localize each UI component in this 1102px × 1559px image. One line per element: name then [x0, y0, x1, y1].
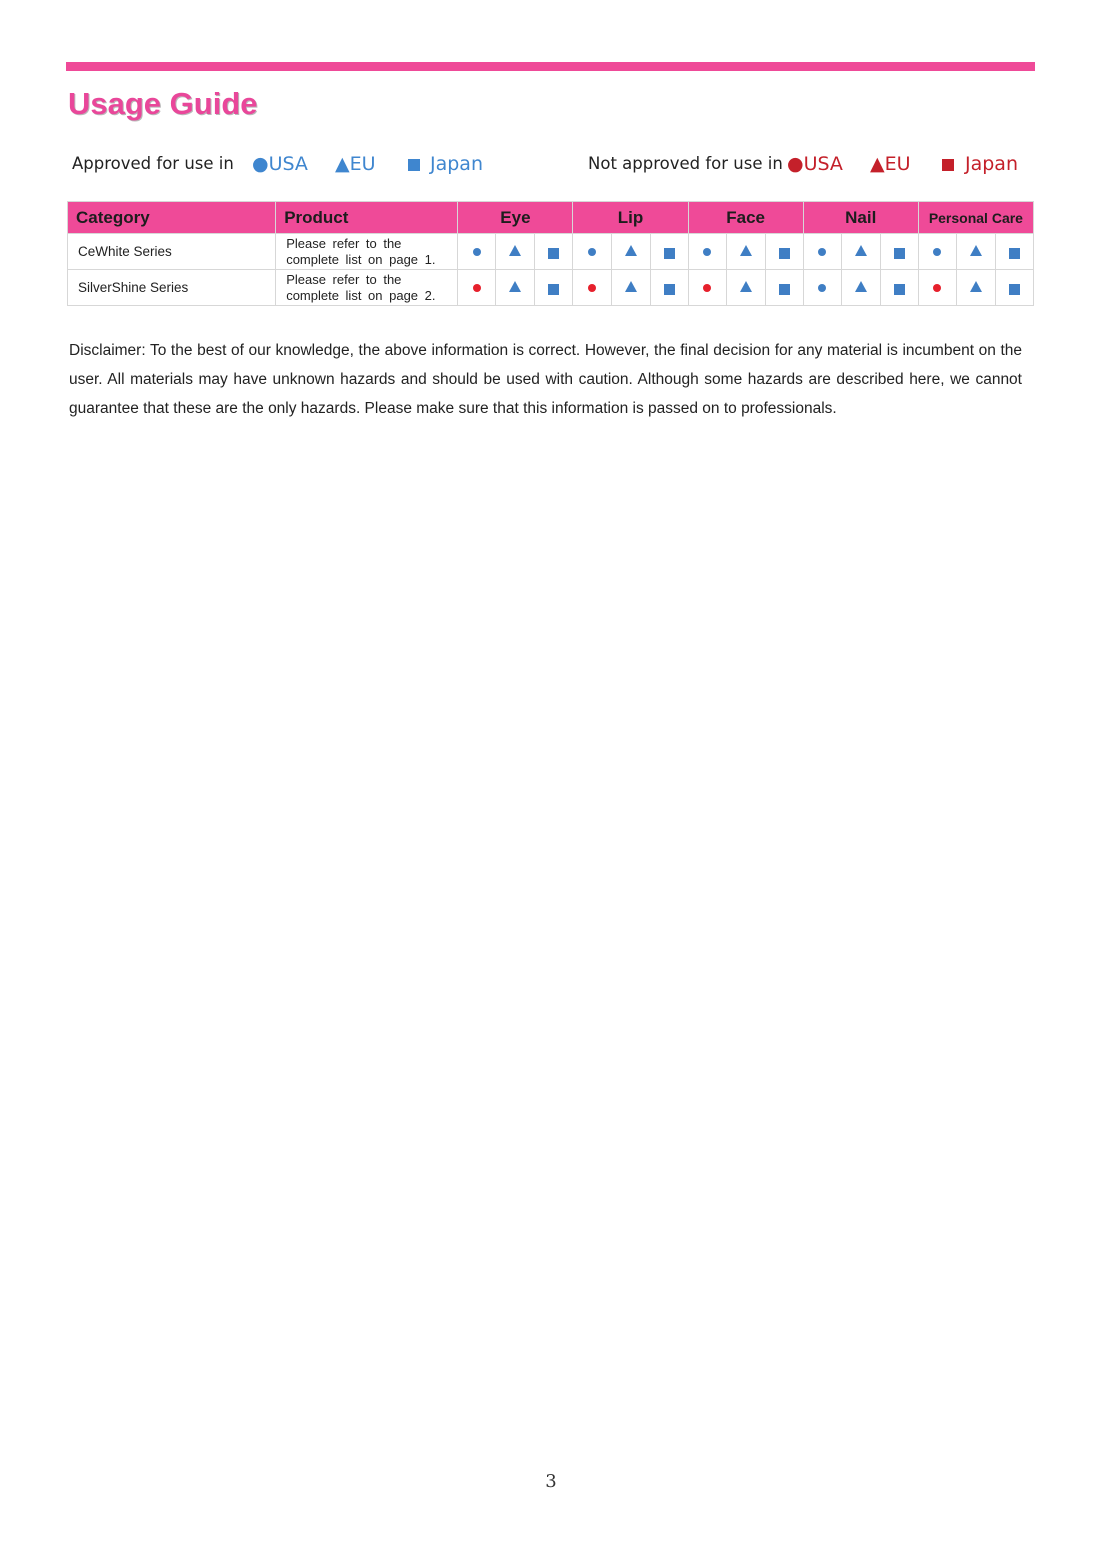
face-mark-cell [765, 234, 803, 270]
approved-label: Approved for use in [72, 154, 234, 173]
personal-care-mark-cell [918, 234, 956, 270]
product-cell: Please refer to the complete list on page 1. [276, 234, 458, 270]
eye-mark-cell [496, 270, 535, 306]
personal-care-mark-cell [995, 270, 1033, 306]
approved-usa: ●USA [252, 153, 308, 175]
japan-square-icon [779, 284, 790, 295]
category-cell: SilverShine Series [68, 270, 276, 306]
usa-circle-icon [703, 248, 711, 256]
not-approved-label: Not approved for use in [588, 154, 783, 173]
usa-circle-icon [933, 284, 941, 292]
japan-square-icon [894, 284, 905, 295]
usa-circle-icon [933, 248, 941, 256]
nail-mark-cell [841, 270, 880, 306]
eu-triangle-icon [740, 281, 752, 292]
eu-triangle-icon [970, 245, 982, 256]
japan-square-icon [779, 248, 790, 259]
personal-care-mark-cell [995, 234, 1033, 270]
japan-square-icon [664, 284, 675, 295]
face-mark-cell [688, 270, 726, 306]
nail-mark-cell [803, 234, 841, 270]
eye-mark-cell [496, 234, 535, 270]
lip-mark-cell [573, 234, 611, 270]
eye-mark-cell [535, 270, 573, 306]
japan-square-icon [548, 284, 559, 295]
personal-care-mark-cell [956, 270, 995, 306]
lip-mark-cell [611, 270, 650, 306]
usa-circle-icon [818, 284, 826, 292]
japan-square-icon [1009, 284, 1020, 295]
not-approved-japan-square-icon [942, 159, 954, 171]
usa-circle-icon [703, 284, 711, 292]
header-accent-bar [66, 62, 1035, 71]
lip-mark-cell [650, 270, 688, 306]
lip-mark-cell [611, 234, 650, 270]
eye-mark-cell [458, 234, 496, 270]
lip-mark-cell [650, 234, 688, 270]
japan-square-icon [664, 248, 675, 259]
header-product: Product [276, 202, 458, 234]
header-face: Face [688, 202, 803, 234]
personal-care-mark-cell [956, 234, 995, 270]
table-header-row [68, 202, 1034, 234]
not-approved-usa: ●USA [787, 153, 843, 175]
eu-triangle-icon [509, 245, 521, 256]
eu-triangle-icon [740, 245, 752, 256]
face-mark-cell [726, 270, 765, 306]
japan-square-icon [1009, 248, 1020, 259]
eu-triangle-icon [625, 281, 637, 292]
approved-legend [72, 150, 502, 178]
eye-mark-cell [535, 234, 573, 270]
eu-triangle-icon [509, 281, 521, 292]
japan-square-icon [894, 248, 905, 259]
nail-mark-cell [803, 270, 841, 306]
not-approved-japan: Japan [965, 153, 1018, 175]
nail-mark-cell [841, 234, 880, 270]
usa-circle-icon [818, 248, 826, 256]
japan-square-icon [548, 248, 559, 259]
disclaimer-text: Disclaimer: To the best of our knowledge, the above information is correct. However, the final decision for any material is incumbent on the user. All materials may have unknown hazards and should be used with caution. Although some hazards are described here, we cannot guarantee that these are the only hazards. Please make sure that this information is passed on to professionals. [69, 342, 1022, 417]
nail-mark-cell [880, 270, 918, 306]
eu-triangle-icon [625, 245, 637, 256]
header-category: Category [68, 202, 276, 234]
usage-table [67, 201, 1034, 306]
nail-mark-cell [880, 234, 918, 270]
header-nail: Nail [803, 202, 918, 234]
face-mark-cell [688, 234, 726, 270]
table-row [68, 270, 1034, 306]
not-approved-legend [588, 150, 1028, 178]
header-eye: Eye [458, 202, 573, 234]
header-personal-care: Personal Care [918, 202, 1033, 234]
lip-mark-cell [573, 270, 611, 306]
usa-circle-icon [588, 248, 596, 256]
product-cell: Please refer to the complete list on page 2. [276, 270, 458, 306]
usa-circle-icon [473, 248, 481, 256]
face-mark-cell [726, 234, 765, 270]
header-lip: Lip [573, 202, 688, 234]
face-mark-cell [765, 270, 803, 306]
eu-triangle-icon [855, 245, 867, 256]
usa-circle-icon [588, 284, 596, 292]
table-row [68, 234, 1034, 270]
eye-mark-cell [458, 270, 496, 306]
not-approved-eu: ▲EU [870, 153, 911, 175]
usa-circle-icon [473, 284, 481, 292]
page-number: 3 [545, 1471, 557, 1492]
approved-japan: Japan [430, 153, 483, 175]
eu-triangle-icon [970, 281, 982, 292]
personal-care-mark-cell [918, 270, 956, 306]
eu-triangle-icon [855, 281, 867, 292]
approved-eu: ▲EU [335, 153, 376, 175]
approved-japan-square-icon [408, 159, 420, 171]
category-cell: CeWhite Series [68, 234, 276, 270]
page-title: Usage Guide [68, 86, 258, 121]
